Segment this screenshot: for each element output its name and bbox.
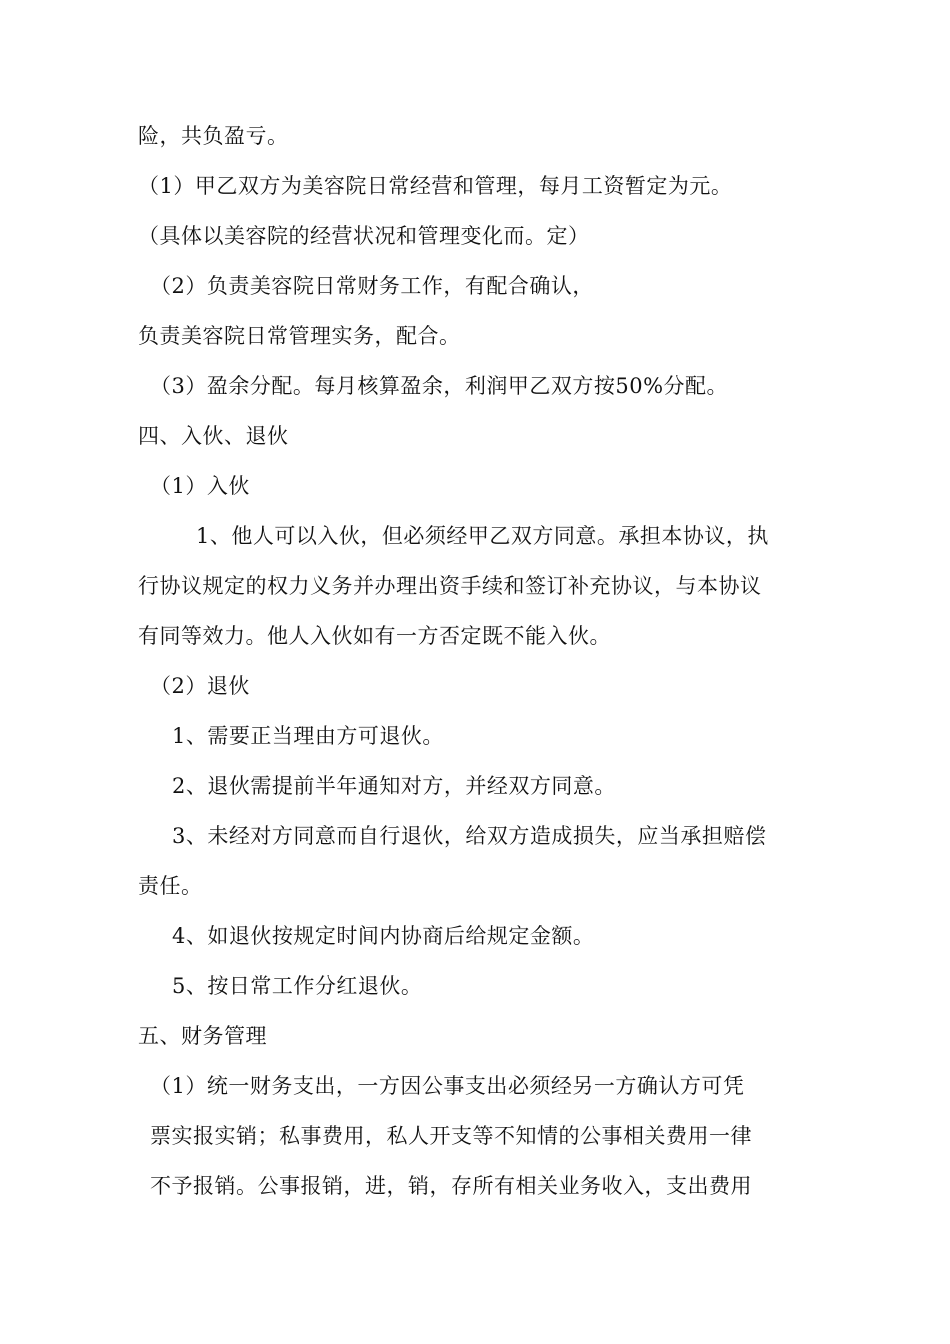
text-line: 负责美容院日常管理实务，配合。 <box>138 324 461 348</box>
text-line: 行协议规定的权力义务并办理出资手续和签订补充协议，与本协议 <box>138 574 762 598</box>
list-item: 2、退伙需提前半年通知对方，并经双方同意。 <box>172 774 616 798</box>
text-line: 责任。 <box>138 874 203 898</box>
list-item: 1、他人可以入伙，但必须经甲乙双方同意。承担本协议，执 <box>196 524 769 548</box>
list-item: 5、按日常工作分红退伙。 <box>172 974 423 998</box>
list-item: 1、需要正当理由方可退伙。 <box>172 724 444 748</box>
text-line: 不予报销。公事报销，进，销，存所有相关业务收入，支出费用 <box>150 1174 752 1198</box>
text-line: 有同等效力。他人入伙如有一方否定既不能入伙。 <box>138 624 611 648</box>
clause-line: （1）甲乙双方为美容院日常经营和管理，每月工资暂定为元。 <box>138 174 733 198</box>
clause-line: （3）盈余分配。每月核算盈余，利润甲乙双方按50%分配。 <box>150 374 729 398</box>
subsection-heading: （2）退伙 <box>150 674 250 698</box>
text-line: （具体以美容院的经营状况和管理变化而。定） <box>138 224 590 248</box>
section-heading: 四、入伙、退伙 <box>138 424 289 448</box>
subsection-heading: （1）入伙 <box>150 474 250 498</box>
text-line: 险，共负盈亏。 <box>138 124 289 148</box>
section-heading: 五、财务管理 <box>138 1024 267 1048</box>
text-line: 票实报实销；私事费用，私人开支等不知情的公事相关费用一律 <box>150 1124 752 1148</box>
list-item: 3、未经对方同意而自行退伙，给双方造成损失，应当承担赔偿 <box>172 824 767 848</box>
clause-line: （2）负责美容院日常财务工作，有配合确认， <box>150 274 594 298</box>
list-item: 4、如退伙按规定时间内协商后给规定金额。 <box>172 924 595 948</box>
clause-line: （1）统一财务支出，一方因公事支出必须经另一方确认方可凭 <box>150 1074 745 1098</box>
